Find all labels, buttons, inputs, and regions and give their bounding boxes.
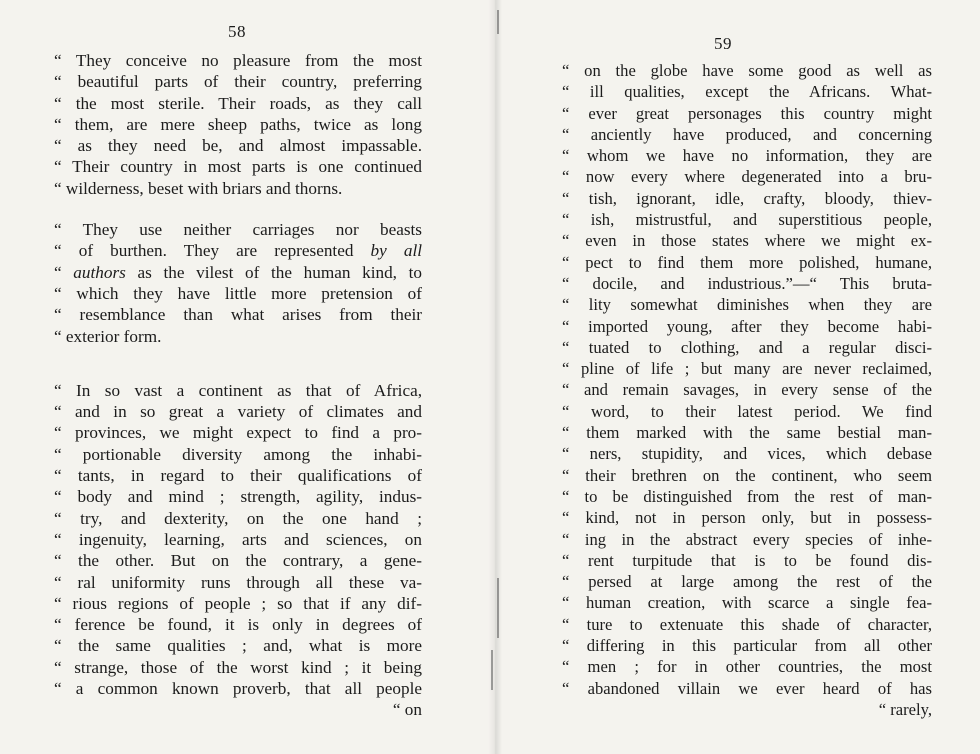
right-page-text xyxy=(562,60,932,720)
text-line: “ tants, in regard to their qualifications of xyxy=(54,466,422,486)
text-line: “ ish, mistrustful, and superstitious people, xyxy=(562,210,932,230)
page-number-left: 58 xyxy=(228,22,246,41)
text-line: “ which they have little more pretension of xyxy=(54,283,422,303)
text-line: “ a common known proverb, that all people xyxy=(54,679,422,699)
text-line: “ and remain savages, in every sense of the xyxy=(562,380,932,400)
text-line: “ kind, not in person only, but in possess- xyxy=(562,508,932,528)
text-line: “ pect to find them more polished, humane, xyxy=(562,252,932,272)
text-line: “ abandoned villain we ever heard of has xyxy=(562,678,932,698)
text-line: “ ture to extenuate this shade of character, xyxy=(562,614,932,634)
text-line: “ word, to their latest period. We find xyxy=(562,401,932,421)
text-line: “ Their country in most parts is one continued xyxy=(54,157,422,177)
left-page-text xyxy=(54,50,422,721)
page-number-right: 59 xyxy=(714,34,732,53)
text-line: “ authors as the vilest of the human kind, to xyxy=(54,262,422,282)
text-line: “ their brethren on the continent, who seem xyxy=(562,465,932,485)
text-line: “ human creation, with scarce a single fea- xyxy=(562,593,932,613)
text-line: “ ners, stupidity, and vices, which debase xyxy=(562,444,932,464)
text-line: “ lity somewhat diminishes when they are xyxy=(562,295,932,315)
text-line: “ They use neither carriages nor beasts xyxy=(54,220,422,240)
text-line: “ strange, those of the worst kind ; it being xyxy=(54,657,422,677)
text-line: “ the same qualities ; and, what is more xyxy=(54,636,422,656)
text-line: “ beautiful parts of their country, preferring xyxy=(54,72,422,92)
text-line: “ whom we have no information, they are xyxy=(562,146,932,166)
text-line: “ differing in this particular from all other xyxy=(562,636,932,656)
text-line: “ ing in the abstract every species of inhe- xyxy=(562,529,932,549)
text-line: “ tish, ignorant, idle, crafty, bloody, thiev- xyxy=(562,188,932,208)
text-line: “ the most sterile. Their roads, as they call xyxy=(54,93,422,113)
paragraph-gap xyxy=(54,199,422,219)
text-line: “ imported young, after they become habi- xyxy=(562,316,932,336)
text-line: “ ference be found, it is only in degrees of xyxy=(54,615,422,635)
text-line: “ In so vast a continent as that of Africa, xyxy=(54,380,422,400)
text-line: “ provinces, we might expect to find a pro- xyxy=(54,423,422,443)
text-line: “ anciently have produced, and concerning xyxy=(562,124,932,144)
catchword: “ on xyxy=(392,700,422,720)
text-line: “ now every where degenerated into a bru- xyxy=(562,167,932,187)
text-line: “ them marked with the same bestial man- xyxy=(562,423,932,443)
text-line: “ the other. But on the contrary, a gene- xyxy=(54,551,422,571)
text-line: “ ingenuity, learning, arts and sciences, on xyxy=(54,529,422,549)
text-line: “ wilderness, beset with briars and thorns. xyxy=(54,178,343,198)
text-line: “ pline of life ; but many are never reclaimed, xyxy=(562,359,932,379)
text-line: “ even in those states where we might ex- xyxy=(562,231,932,251)
text-line: “ ill qualities, except the Africans. What- xyxy=(562,82,932,102)
text-line: “ rious regions of people ; so that if any dif- xyxy=(54,593,422,613)
text-line: “ resemblance than what arises from their xyxy=(54,305,422,325)
catchword: “ rarely, xyxy=(878,699,932,719)
text-line: “ of burthen. They are represented by all xyxy=(54,241,422,261)
text-line: “ rent turpitude that is to be found dis- xyxy=(562,550,932,570)
paragraph-gap xyxy=(54,347,422,380)
text-line: “ They conceive no pleasure from the most xyxy=(54,51,422,70)
text-line: “ try, and dexterity, on the one hand ; xyxy=(54,508,422,528)
text-line: “ ever great personages this country might xyxy=(562,103,932,123)
text-line: “ men ; for in other countries, the most xyxy=(562,657,932,677)
text-line: “ body and mind ; strength, agility, indus- xyxy=(54,487,422,507)
text-line: “ and in so great a variety of climates and xyxy=(54,402,422,422)
right-page xyxy=(490,0,980,754)
text-line: “ ral uniformity runs through all these va- xyxy=(54,572,422,592)
text-line: “ on the globe have some good as well as xyxy=(562,61,932,80)
text-line: “ portionable diversity among the inhabi- xyxy=(54,444,422,464)
text-line: “ docile, and industrious.”—“ This bruta- xyxy=(562,273,932,293)
text-line: “ exterior form. xyxy=(54,326,162,346)
text-line: “ as they need be, and almost impassable. xyxy=(54,136,422,156)
text-line: “ them, are mere sheep paths, twice as long xyxy=(54,114,422,134)
text-line: “ tuated to clothing, and a regular disci- xyxy=(562,337,932,357)
text-line: “ to be distinguished from the rest of man- xyxy=(562,486,932,506)
text-line: “ persed at large among the rest of the xyxy=(562,572,932,592)
